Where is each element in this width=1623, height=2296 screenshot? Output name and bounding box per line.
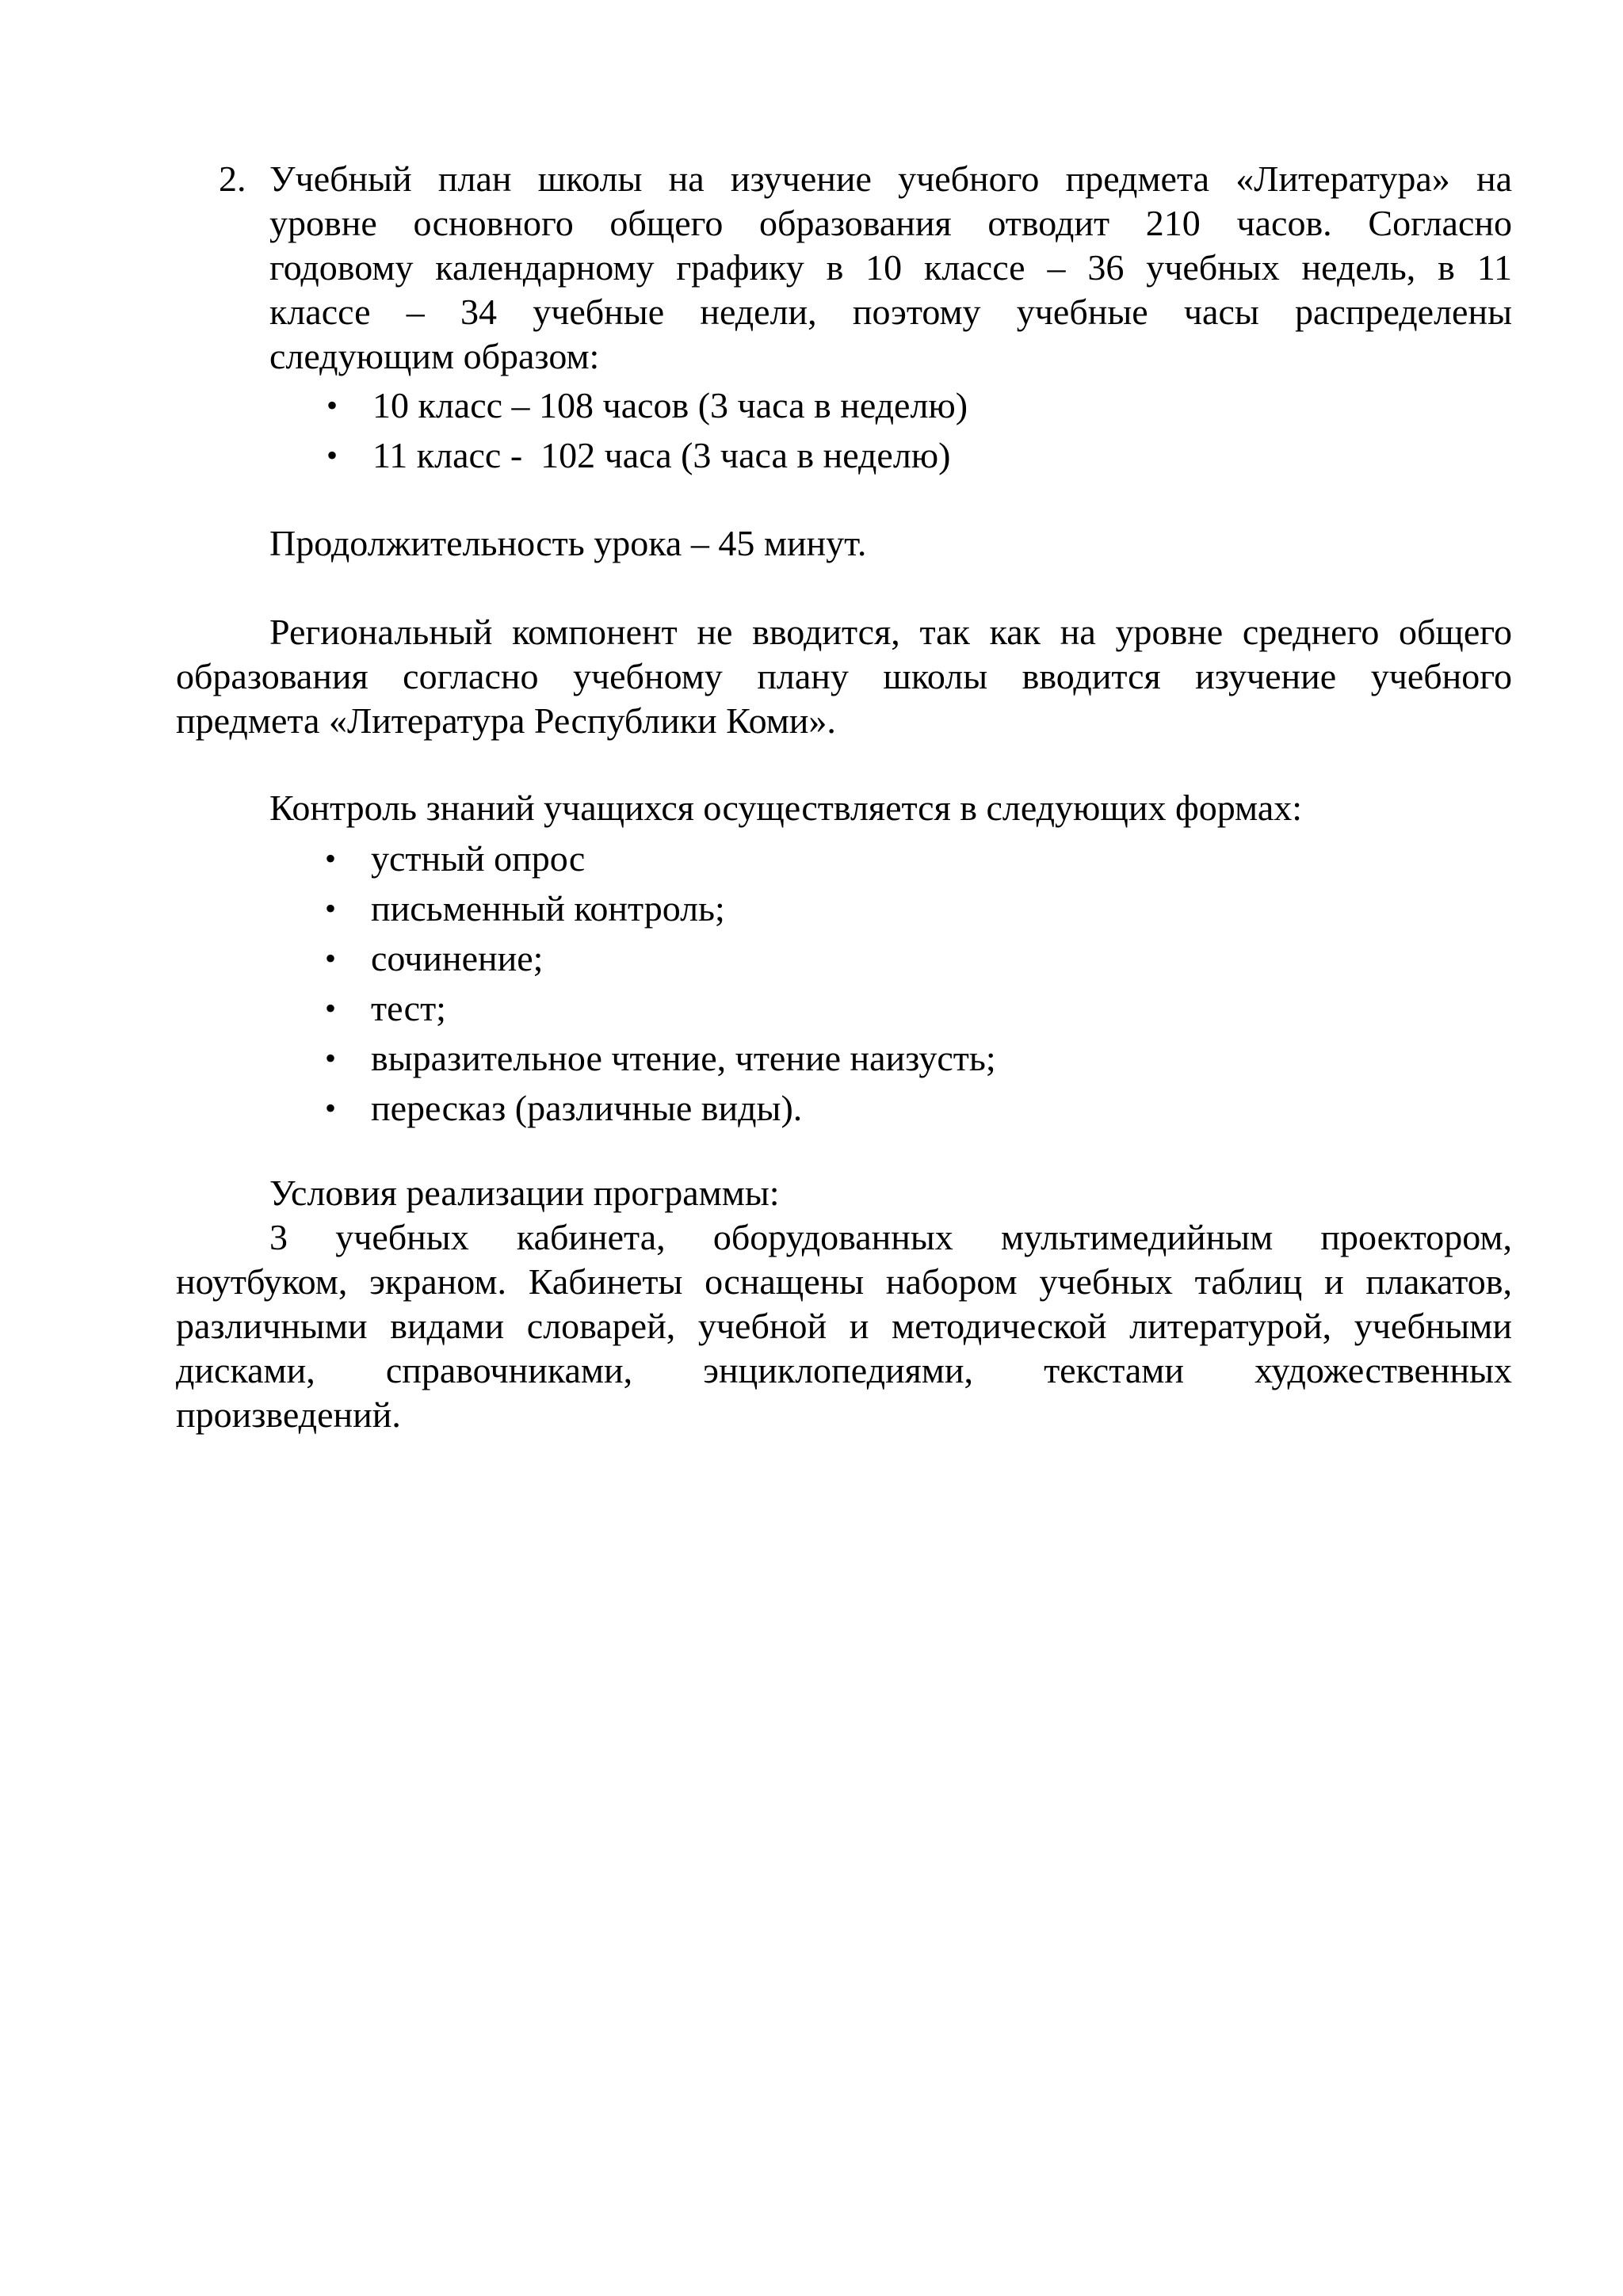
regional-paragraph (176, 610, 1512, 743)
paragraph-line: произведений. (176, 1394, 401, 1435)
paragraph-line: образования согласно учебному плану школы вводится изучение учебного (176, 656, 1512, 696)
list-item: • пересказ (различные виды). (371, 1083, 1512, 1133)
numbered-paragraph-2 (219, 157, 1512, 480)
paragraph-line: ноутбуком, экраном. Кабинеты оснащены набором учебных таблиц и плакатов, (176, 1261, 1512, 1302)
paragraph-line: предмета «Литература Республики Коми». (176, 700, 836, 741)
paragraph-line: дисками, справочниками, энциклопедиями, текстами художественных (176, 1350, 1512, 1390)
control-intro: Контроль знаний учащихся осуществляется в следующих формах: (269, 788, 1303, 828)
list-item: • письменный контроль; (371, 883, 1512, 933)
bullet-icon: • (325, 940, 337, 976)
bullet-icon: • (325, 1090, 337, 1126)
conditions-title: Условия реализации программы: (269, 1173, 780, 1213)
list-item: • 10 класс – 108 часов (3 часа в неделю) (372, 380, 1512, 430)
list-number: 2. (219, 158, 246, 199)
bullet-icon: • (327, 437, 338, 473)
bullet-icon: • (325, 1040, 337, 1076)
paragraph-line: годовому календарному графику в 10 классе – 36 учебных недель, в 11 (269, 247, 1512, 288)
paragraph-line: 3 учебных кабинета, оборудованных мультимедийным проектором, (269, 1217, 1512, 1257)
bullet-icon: • (327, 387, 338, 423)
paragraph-line: уровне основного общего образования отводит 210 часов. Согласно (269, 203, 1512, 243)
paragraph-line: следующим образом: (269, 336, 600, 376)
paragraph-line: классе – 34 учебные недели, поэтому учебные часы распределены (269, 292, 1512, 332)
control-bullet-list (325, 833, 1512, 1133)
list-item: • выразительное чтение, чтение наизусть; (371, 1033, 1512, 1083)
paragraph-line: Региональный компонент не вводится, так как на уровне среднего общего (269, 612, 1512, 652)
conditions-section (176, 1171, 1512, 1437)
list-item: • 11 класс - 102 часа (3 часа в неделю) (372, 430, 1512, 480)
bullet-icon: • (325, 841, 337, 876)
list-item: • тест; (371, 983, 1512, 1033)
list-item: • устный опрос (371, 833, 1512, 883)
hours-bullet-list (327, 380, 1512, 480)
lesson-duration: Продолжительность урока – 45 минут. (269, 523, 867, 563)
list-item: • сочинение; (371, 933, 1512, 983)
bullet-icon: • (325, 891, 337, 926)
paragraph-line: Учебный план школы на изучение учебного предмета «Литература» на (269, 158, 1512, 199)
bullet-icon: • (325, 990, 337, 1026)
paragraph-line: различными видами словарей, учебной и методической литературой, учебными (176, 1306, 1512, 1346)
control-section (269, 786, 1512, 1133)
